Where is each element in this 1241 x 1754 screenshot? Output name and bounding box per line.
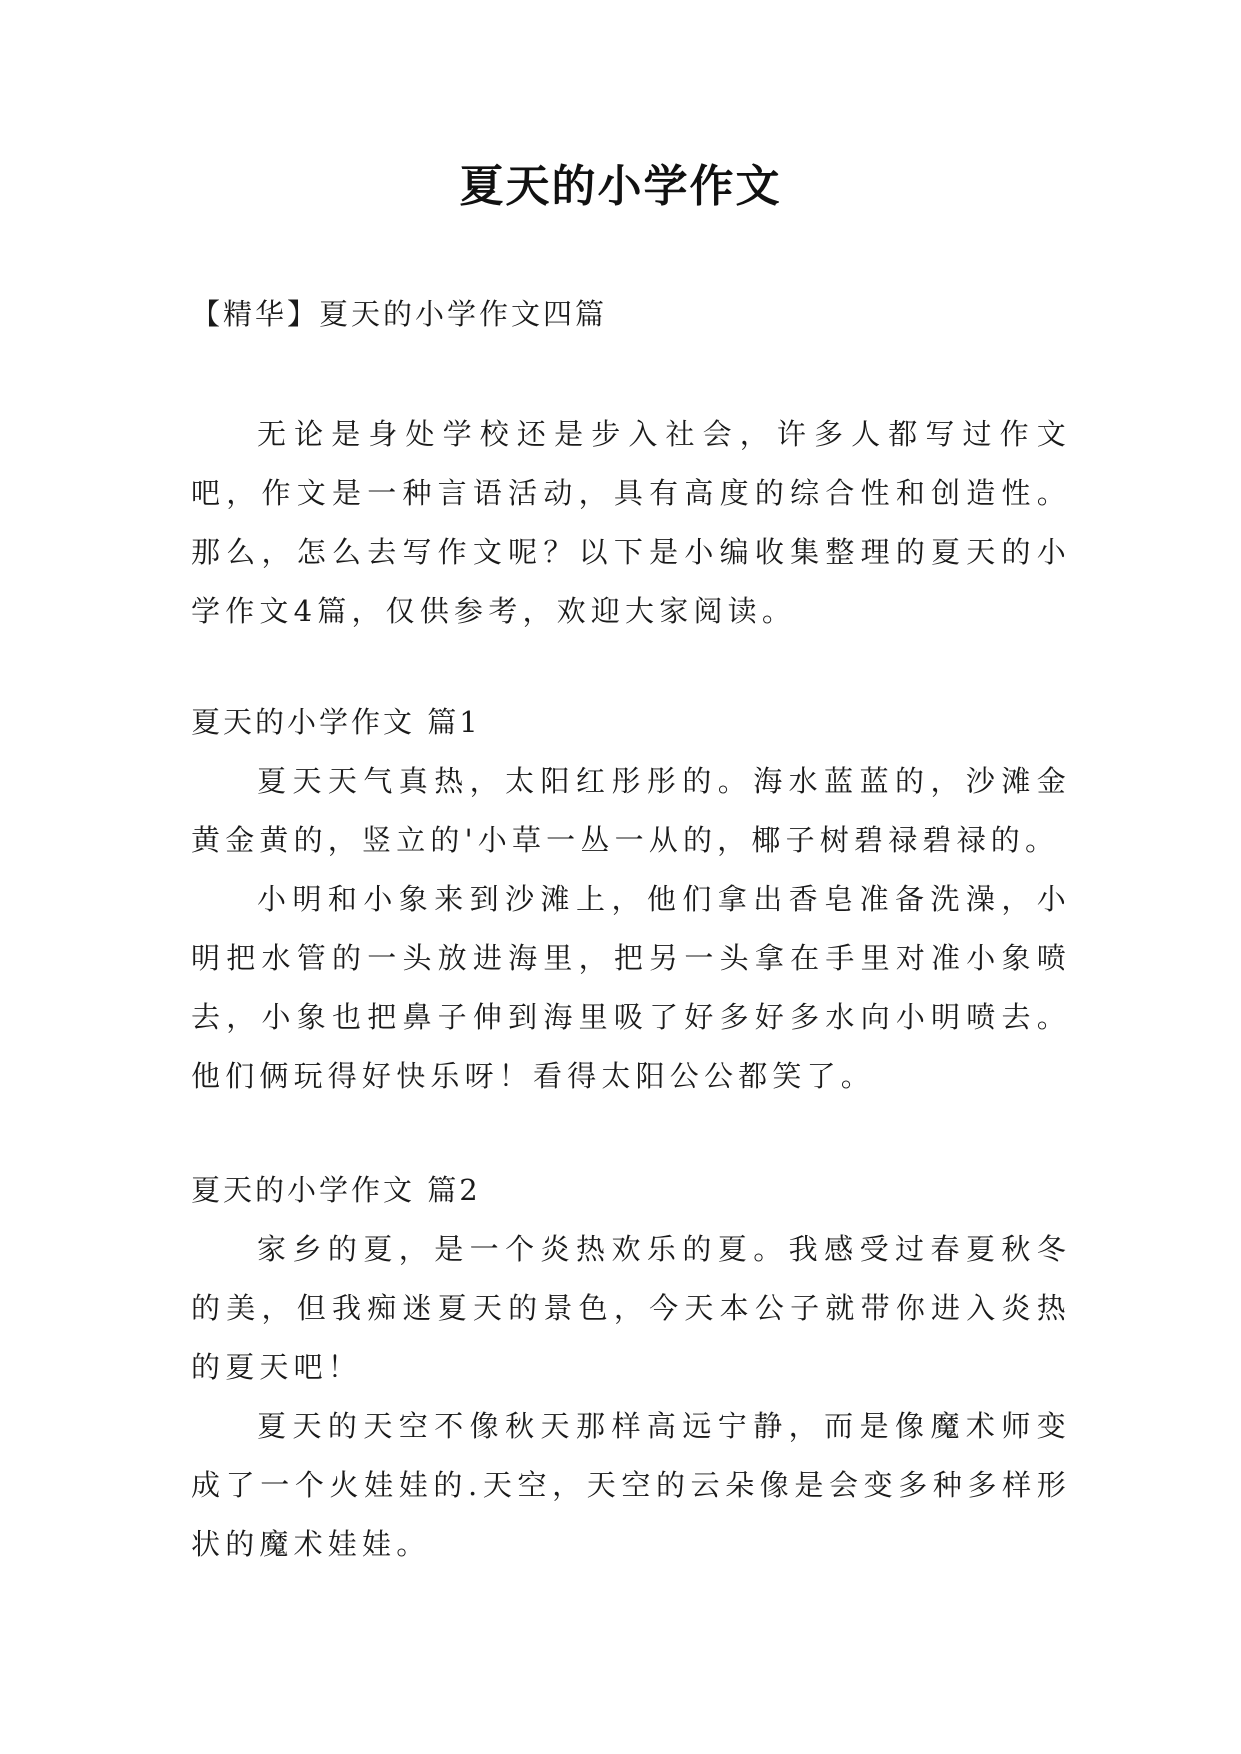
page-title: 夏天的小学作文 (459, 161, 782, 212)
paragraph: 家乡的夏，是一个炎热欢乐的夏。我感受过春夏秋冬的美，但我痴迷夏天的景色，今天本公子就带你进入炎热的夏天吧！ (191, 1232, 1071, 1384)
section-body-1 (191, 752, 1071, 1106)
section-heading-2: 夏天的小学作文 篇2 (191, 1173, 481, 1207)
subtitle: 【精华】夏天的小学作文四篇 (191, 297, 608, 331)
paragraph: 夏天的天空不像秋天那样高远宁静，而是像魔术师变成了一个火娃娃的.天空，天空的云朵像是会变多种多样形状的魔术娃娃。 (191, 1409, 1071, 1561)
section-body-2 (191, 1220, 1071, 1574)
section-heading-1: 夏天的小学作文 篇1 (191, 705, 481, 739)
intro-paragraph: 无论是身处学校还是步入社会，许多人都写过作文吧，作文是一种言语活动，具有高度的综合性和创造性。那么，怎么去写作文呢？以下是小编收集整理的夏天的小学作文4篇，仅供参考，欢迎大家阅读。 (191, 417, 1071, 628)
paragraph: 小明和小象来到沙滩上，他们拿出香皂准备洗澡，小明把水管的一头放进海里，把另一头拿在手里对准小象喷去，小象也把鼻子伸到海里吸了好多好多水向小明喷去。他们俩玩得好快乐呀！看得太阳公公都笑了。 (191, 882, 1071, 1093)
intro-block (191, 405, 1071, 641)
paragraph: 夏天天气真热，太阳红彤彤的。海水蓝蓝的，沙滩金黄金黄的，竖立的'小草一丛一从的，椰子树碧禄碧禄的。 (191, 764, 1071, 857)
